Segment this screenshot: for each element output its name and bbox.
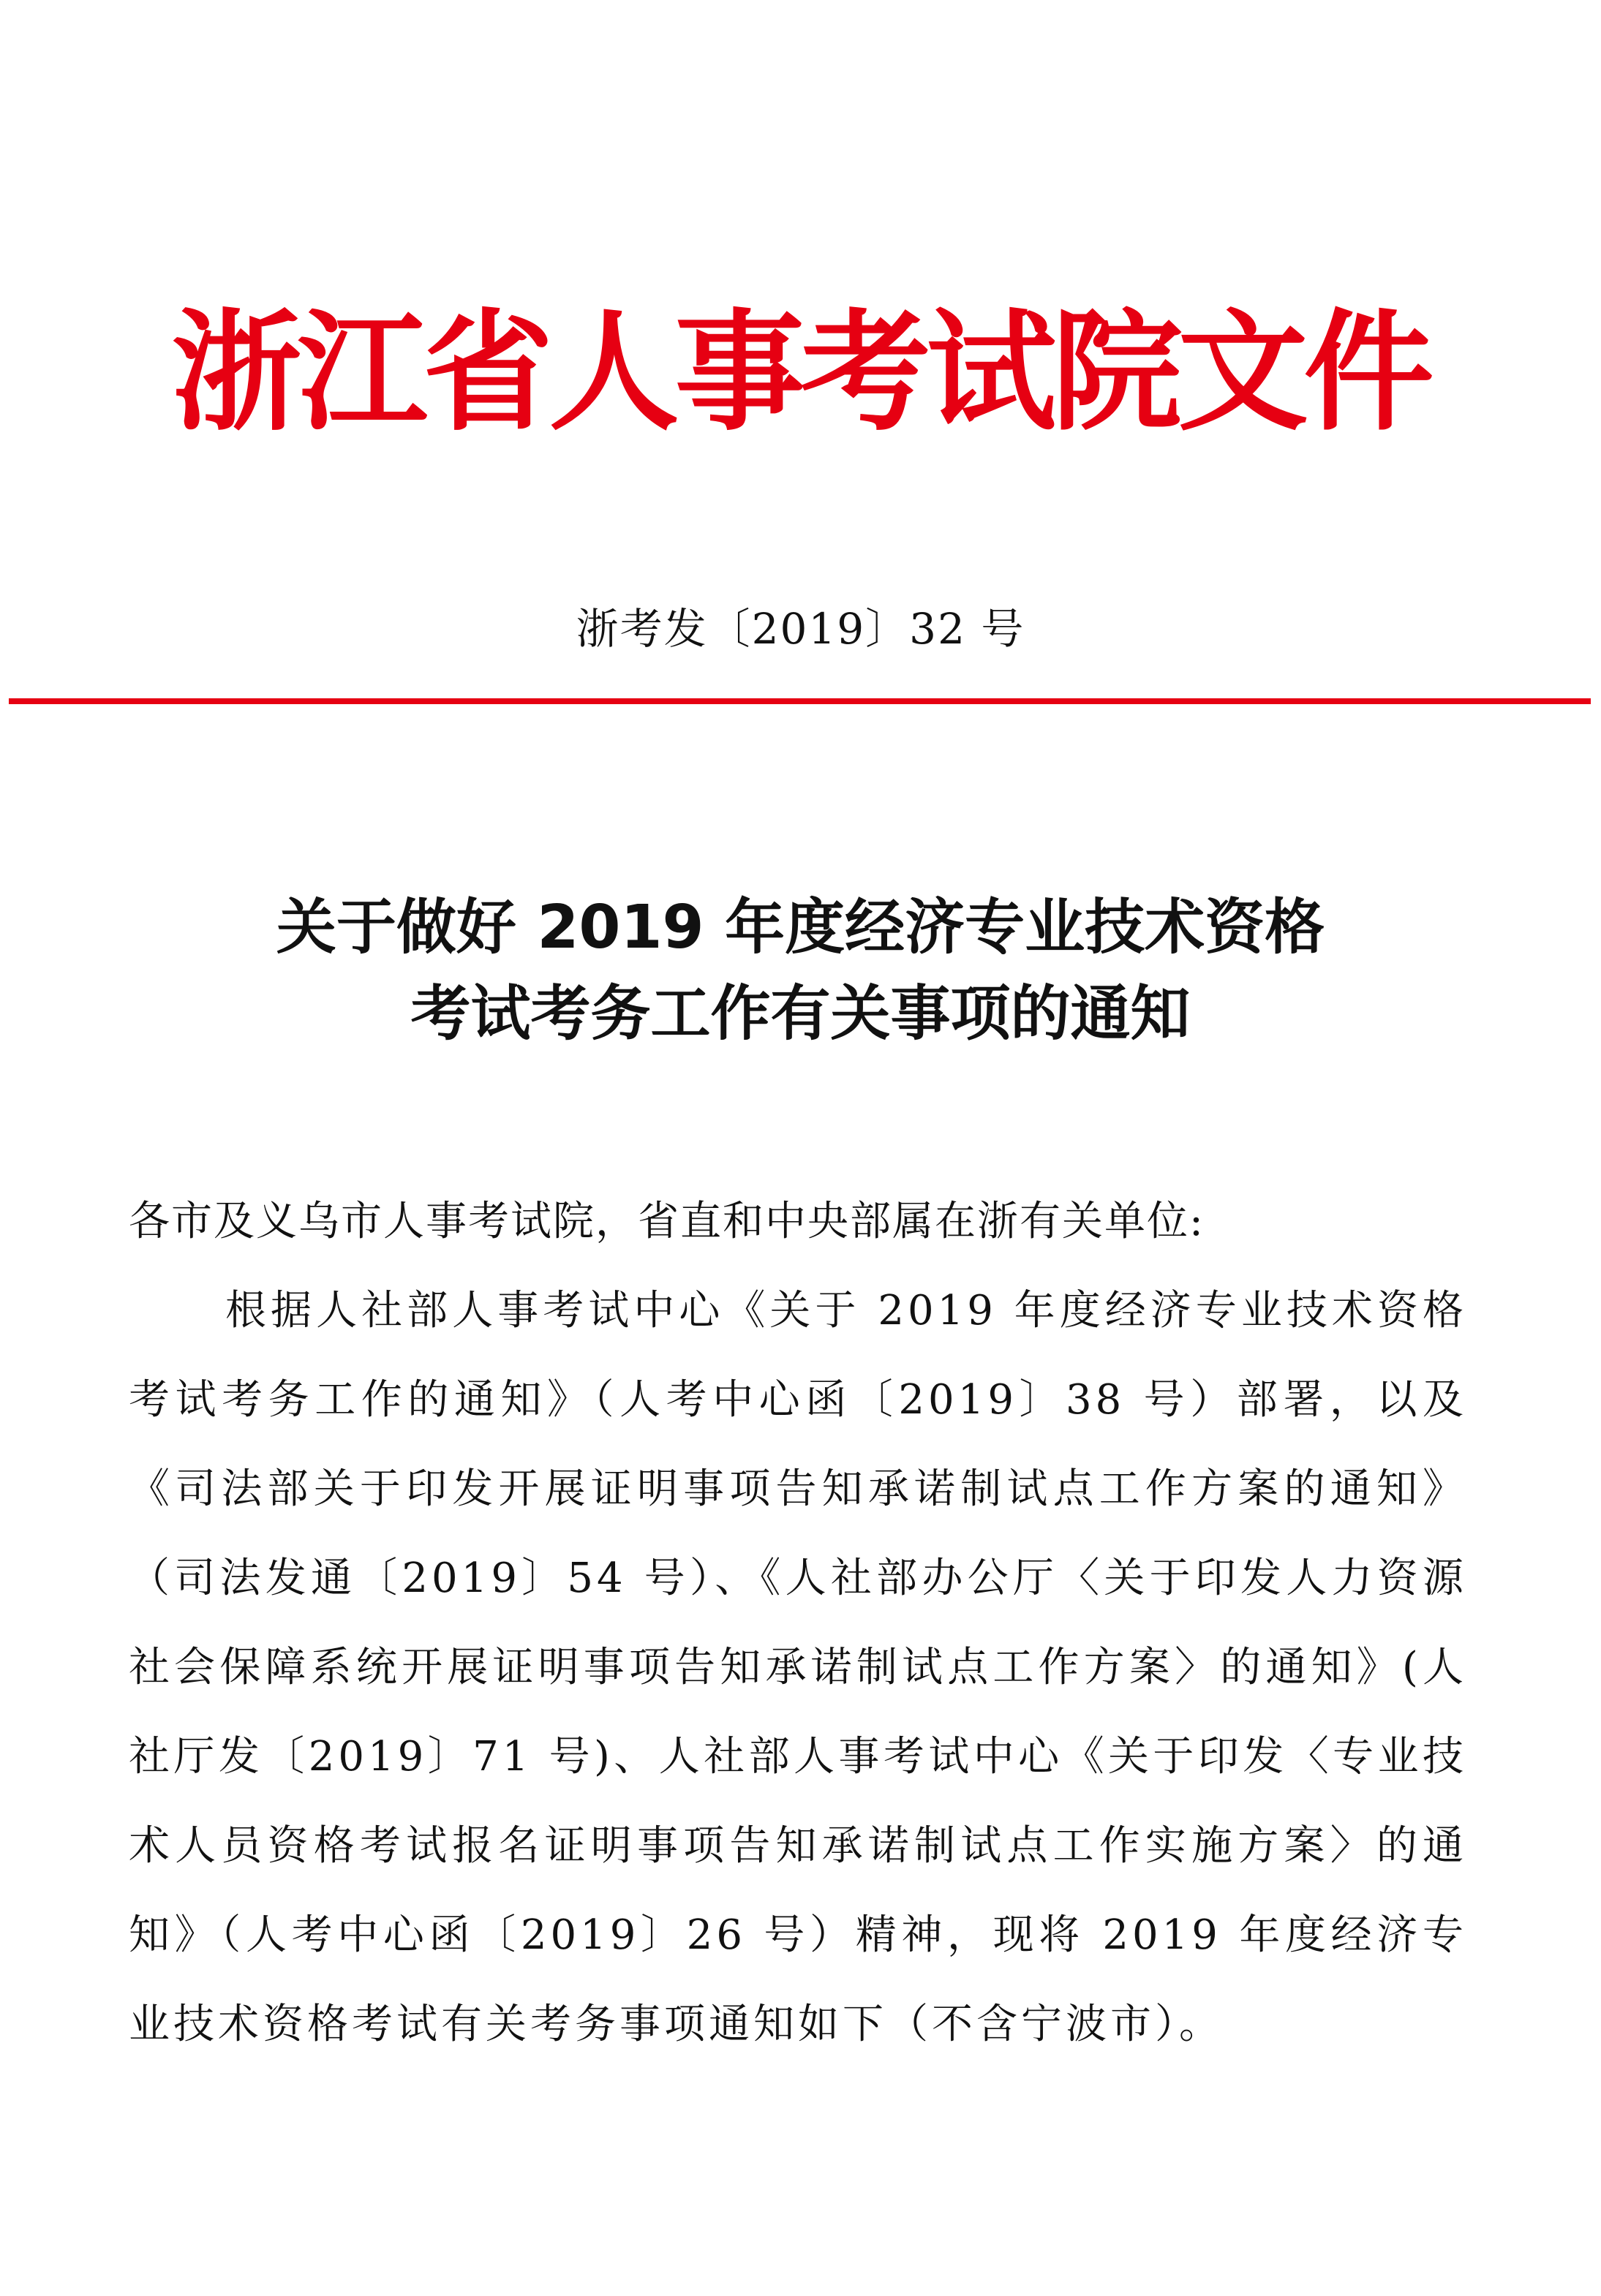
red-divider-line — [9, 698, 1591, 704]
body-paragraph: 根据人社部人事考试中心《关于 2019 年度经济专业技术资格考试考务工作的通知》（人考中心函〔2019〕38 号）部署，以及《司法部关于印发开展证明事项告知承诺制试点工作方案的通知》（司法发通〔2019〕54 号）、《人社部办公厅〈关于印发人力资源社会保障系统开展证明事项告知承诺制试点工作方案〉的通知》(人社厅发〔2019〕71 号)、人社部人事考试中心《关于印发〈专业技术人员资格考试报名证明事项告知承诺制试点工作实施方案〉的通知》（人考中心函〔2019〕26 号）精神，现将 2019 年度经济专业技术资格考试有关考务事项通知如下（不含宁波市）。 — [129, 1287, 1467, 2048]
document-title — [0, 885, 1601, 1057]
document-body — [129, 1177, 1467, 2069]
document-title-line-2: 考试考务工作有关事项的通知 — [410, 979, 1191, 1049]
document-title-line-1: 关于做好 2019 年度经济专业技术资格 — [276, 893, 1325, 962]
document-number: 浙考发〔2019〕32 号 — [576, 604, 1025, 654]
salutation: 各市及义乌市人事考试院，省直和中央部属在浙有关单位: — [129, 1198, 1205, 1245]
issuer-header-title: 浙江省人事考试院文件 — [171, 297, 1430, 448]
